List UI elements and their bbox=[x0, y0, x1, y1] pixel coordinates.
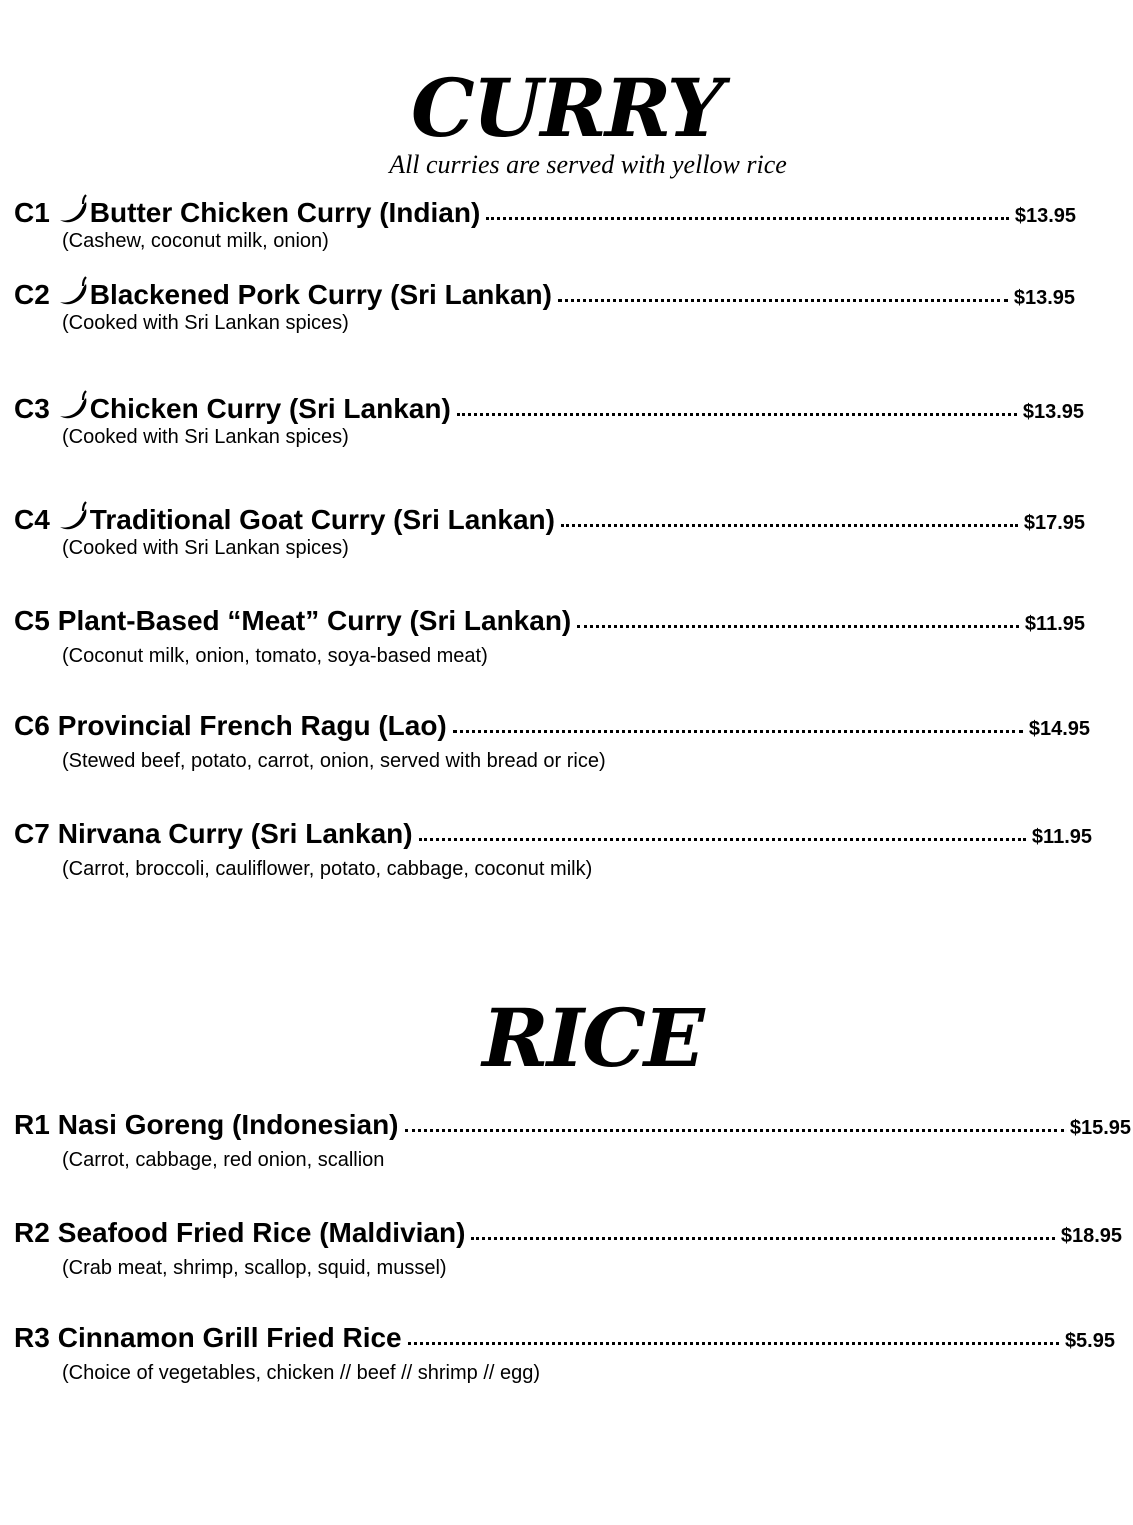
item-description: (Cooked with Sri Lankan spices) bbox=[62, 426, 349, 448]
item-name: Chicken Curry (Sri Lankan) bbox=[89, 393, 451, 424]
item-code: C2 bbox=[14, 279, 50, 310]
item-code: C5 bbox=[14, 605, 50, 636]
item-description: (Carrot, cabbage, red onion, scallion bbox=[62, 1149, 385, 1171]
item-description: (Choice of vegetables, chicken // beef // shrimp // egg) bbox=[62, 1362, 541, 1384]
item-description: (Cooked with Sri Lankan spices) bbox=[62, 312, 349, 334]
dotted-leader bbox=[408, 1342, 1059, 1345]
dotted-leader bbox=[558, 299, 1008, 302]
item-code: C3 bbox=[14, 393, 50, 424]
item-price: $18.95 bbox=[1060, 1225, 1122, 1247]
chili-pepper-icon bbox=[58, 276, 88, 308]
item-code: R2 bbox=[14, 1217, 50, 1248]
menu-item-r3 bbox=[14, 1322, 1124, 1392]
item-code: C6 bbox=[14, 710, 50, 741]
menu-item-c5 bbox=[14, 605, 1094, 675]
menu-item-c4 bbox=[14, 497, 1094, 567]
curry-section-title: CURRY bbox=[410, 61, 723, 155]
dotted-leader bbox=[561, 524, 1018, 527]
item-price: $17.95 bbox=[1023, 512, 1085, 534]
item-name: Plant-Based “Meat” Curry (Sri Lankan) bbox=[57, 605, 572, 636]
dotted-leader bbox=[453, 730, 1023, 733]
dotted-leader bbox=[486, 217, 1009, 220]
item-code: C7 bbox=[14, 818, 50, 849]
item-name: Provincial French Ragu (Lao) bbox=[57, 710, 447, 741]
item-name: Seafood Fried Rice (Maldivian) bbox=[57, 1217, 466, 1248]
item-description: (Stewed beef, potato, carrot, onion, served with bread or rice) bbox=[62, 750, 606, 772]
item-price: $14.95 bbox=[1028, 718, 1090, 740]
menu-item-c2 bbox=[14, 272, 1094, 342]
item-description: (Crab meat, shrimp, scallop, squid, mussel) bbox=[62, 1257, 447, 1279]
item-price: $5.95 bbox=[1064, 1330, 1115, 1352]
item-name: Traditional Goat Curry (Sri Lankan) bbox=[89, 504, 555, 535]
item-code: C1 bbox=[14, 197, 50, 228]
chili-pepper-icon bbox=[58, 501, 88, 533]
dotted-leader bbox=[419, 838, 1026, 841]
item-name: Nirvana Curry (Sri Lankan) bbox=[57, 818, 413, 849]
item-price: $11.95 bbox=[1024, 613, 1085, 635]
item-name: Blackened Pork Curry (Sri Lankan) bbox=[89, 279, 552, 310]
item-code: C4 bbox=[14, 504, 50, 535]
rice-section-title: RICE bbox=[482, 991, 703, 1085]
menu-item-r1 bbox=[14, 1109, 1131, 1179]
item-price: $11.95 bbox=[1031, 826, 1092, 848]
dotted-leader bbox=[457, 413, 1017, 416]
dotted-leader bbox=[471, 1237, 1054, 1240]
chili-pepper-icon bbox=[58, 390, 88, 422]
item-name: Butter Chicken Curry (Indian) bbox=[89, 197, 481, 228]
item-description: (Coconut milk, onion, tomato, soya-based meat) bbox=[62, 645, 488, 667]
item-price: $13.95 bbox=[1022, 401, 1084, 423]
menu-item-c3 bbox=[14, 386, 1094, 456]
menu-item-c7 bbox=[14, 818, 1104, 888]
item-price: $13.95 bbox=[1013, 287, 1075, 309]
item-code: R3 bbox=[14, 1322, 50, 1353]
item-price: $15.95 bbox=[1069, 1117, 1131, 1139]
dotted-leader bbox=[577, 625, 1019, 628]
dotted-leader bbox=[405, 1129, 1064, 1132]
menu-item-c6 bbox=[14, 710, 1094, 780]
chili-pepper-icon bbox=[58, 194, 88, 226]
menu-item-c1 bbox=[14, 190, 1094, 260]
item-price: $13.95 bbox=[1014, 205, 1076, 227]
item-description: (Cashew, coconut milk, onion) bbox=[62, 230, 329, 252]
item-description: (Carrot, broccoli, cauliflower, potato, cabbage, coconut milk) bbox=[62, 858, 593, 880]
item-name: Cinnamon Grill Fried Rice bbox=[57, 1322, 402, 1353]
curry-subtitle: All curries are served with yellow rice bbox=[389, 150, 787, 179]
item-name: Nasi Goreng (Indonesian) bbox=[57, 1109, 399, 1140]
item-code: R1 bbox=[14, 1109, 50, 1140]
menu-item-r2 bbox=[14, 1217, 1124, 1287]
item-description: (Cooked with Sri Lankan spices) bbox=[62, 537, 349, 559]
